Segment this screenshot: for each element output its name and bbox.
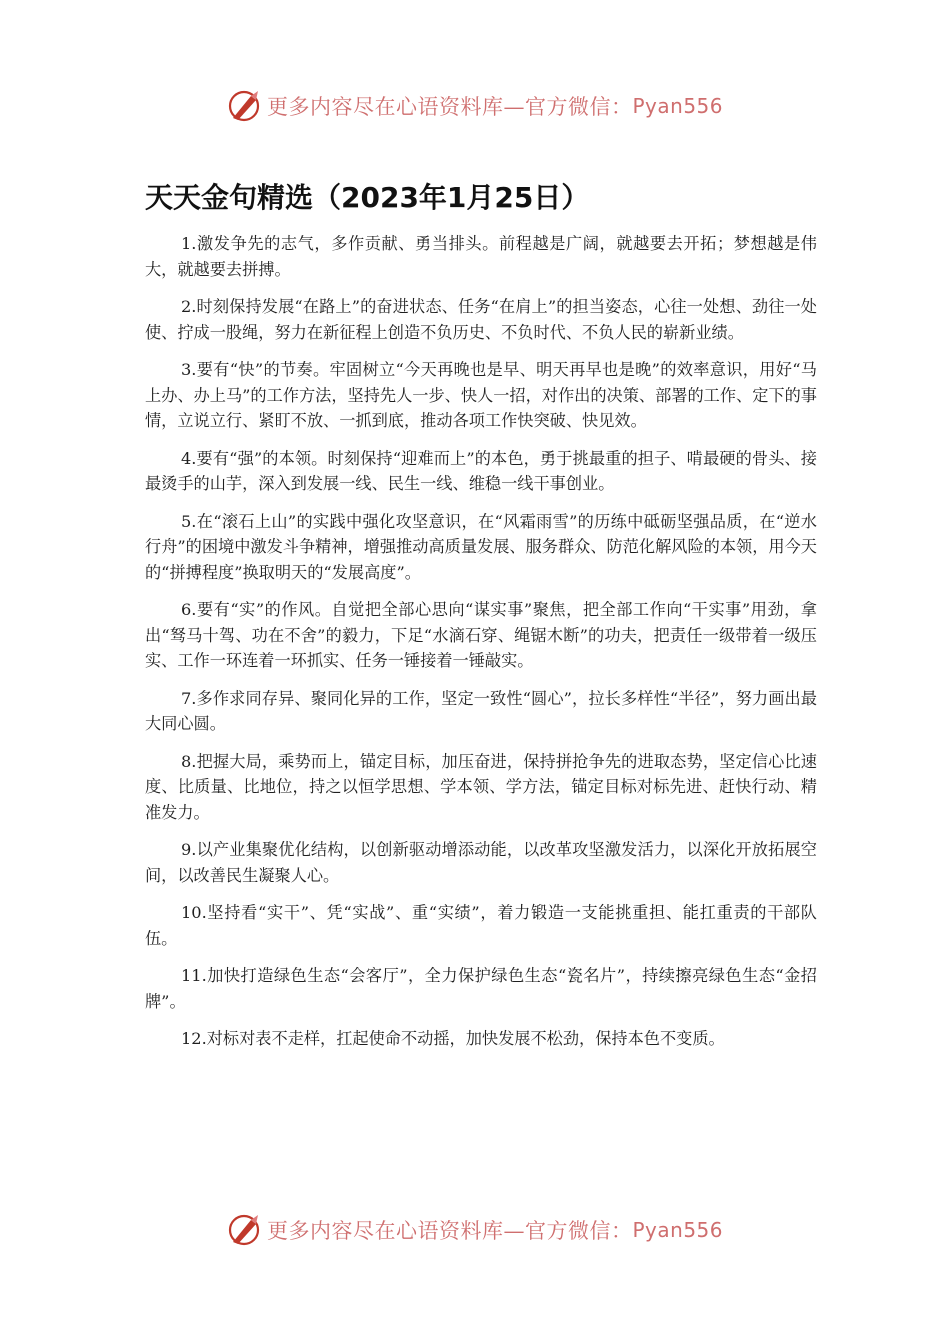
wechat-id: Pyan556 xyxy=(632,1218,723,1242)
list-item: 6.要有“实”的作风。自觉把全部心思向“谋实事”聚焦，把全部工作向“干实事”用劲，拿出“驽马十驾、功在不舍”的毅力，下足“水滴石穿、绳锯木断”的功夫，把责任一级带着一级压实、工作一环连着一环抓实、任务一锤接着一锤敲实。 xyxy=(145,600,817,670)
list-item: 4.要有“强”的本领。时刻保持“迎难而上”的本色，勇于挑最重的担子、啃最硬的骨头、接最烫手的山芋，深入到发展一线、民生一线、维稳一线干事创业。 xyxy=(145,448,817,493)
list-item: 9.以产业集聚优化结构，以创新驱动增添动能，以改革攻坚激发活力，以深化开放拓展空间，以改善民生凝聚人心。 xyxy=(145,840,817,885)
list-item: 5.在“滚石上山”的实践中强化攻坚意识，在“风霜雨雪”的历练中砥砺坚强品质，在“逆水行舟”的困境中激发斗争精神，增强推动高质量发展、服务群众、防范化解风险的本领，用今天的“拼搏程度”换取明天的“发展高度”。 xyxy=(145,511,817,582)
banner-text: 更多内容尽在心语资料库—官方微信： xyxy=(266,1219,633,1243)
list-item: 2.时刻保持发展“在路上”的奋进状态、任务“在肩上”的担当姿态，心往一处想、劲往一处使、拧成一股绳，努力在新征程上创造不负历史、不负时代、不负人民的崭新业绩。 xyxy=(145,297,817,342)
list-item: 3.要有“快”的节奏。牢固树立“今天再晚也是早、明天再早也是晚”的效率意识，用好“马上办、办上马”的工作方法，坚持先人一步、快人一招，对作出的决策、部署的工作、定下的事情，立说立行、紧盯不放、一抓到底，推动各项工作快突破、快见效。 xyxy=(145,360,817,430)
header-banner xyxy=(0,86,950,126)
pen-nib-logo-icon xyxy=(227,1212,263,1248)
list-item: 12.对标对表不走样，扛起使命不动摇，加快发展不松劲，保持本色不变质。 xyxy=(181,1029,725,1048)
list-item: 7.多作求同存异、聚同化异的工作，坚定一致性“圆心”，拉长多样性“半径”，努力画出最大同心圆。 xyxy=(145,688,817,733)
banner-text: 更多内容尽在心语资料库—官方微信： xyxy=(266,95,633,119)
wechat-id: Pyan556 xyxy=(632,94,723,118)
footer-banner xyxy=(0,1210,950,1250)
list-item: 1.激发争先的志气，多作贡献、勇当排头。前程越是广阔，就越要去开拓；梦想越是伟大，就越要去拼搏。 xyxy=(145,234,817,279)
list-item: 11.加快打造绿色生态“会客厅”，全力保护绿色生态“瓷名片”，持续擦亮绿色生态“金招牌”。 xyxy=(145,966,817,1011)
list-item: 10.坚持看“实干”、凭“实战”、重“实绩”，着力锻造一支能挑重担、能扛重责的干部队伍。 xyxy=(145,903,817,948)
list-item: 8.把握大局，乘势而上，锚定目标，加压奋进，保持拼抢争先的进取态势，坚定信心比速度、比质量、比地位，持之以恒学思想、学本领、学方法，锚定目标对标先进、赶快行动、精准发力。 xyxy=(145,751,817,822)
quote-list xyxy=(145,231,817,1064)
page-title: 天天金句精选（2023年1月25日） xyxy=(145,181,590,214)
pen-nib-logo-icon xyxy=(227,88,263,124)
